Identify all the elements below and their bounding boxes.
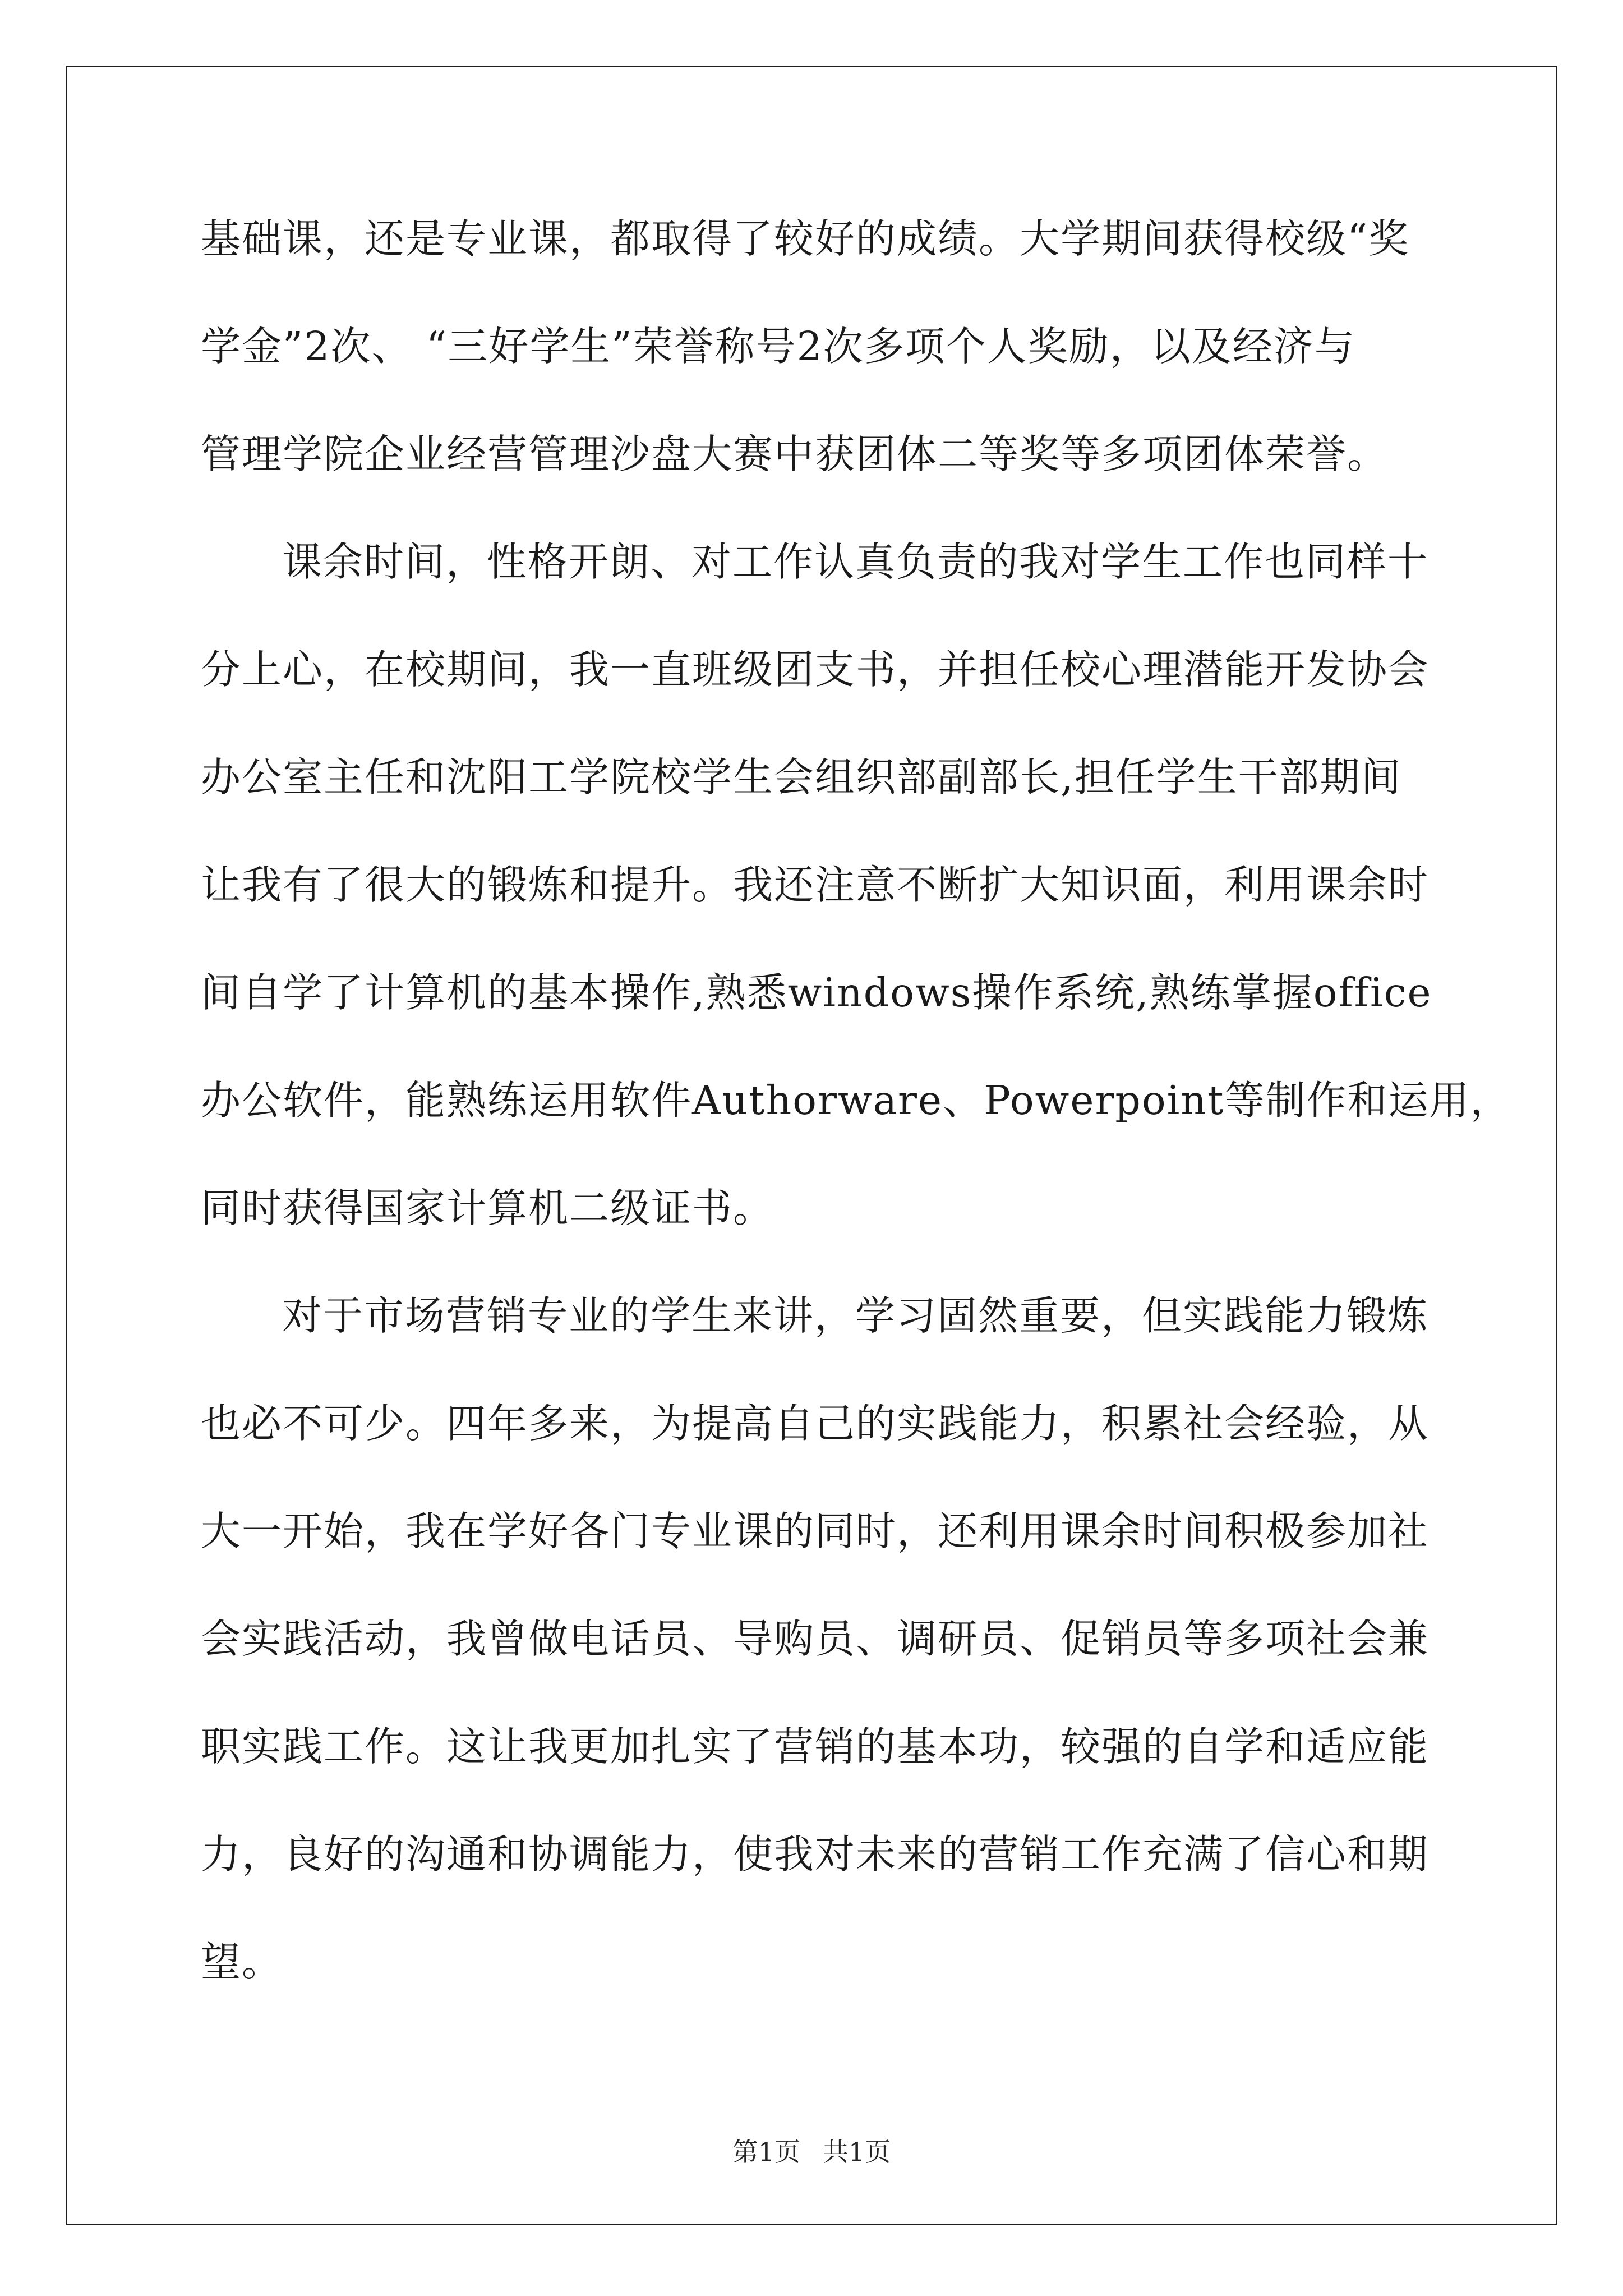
text-line-3: 管理学院企业经营管理沙盘大赛中获团体二等奖等多项团体荣誉。 bbox=[201, 431, 1389, 477]
text-line-6: 办公室主任和沈阳工学院校学生会组织部副部长,担任学生干部期间 bbox=[201, 754, 1402, 800]
text-line-2: 学金”2次、 “三好学生”荣誉称号2次多项个人奖励，以及经济与 bbox=[201, 323, 1355, 370]
text-line-8: 间自学了计算机的基本操作,熟悉windows操作系统,熟练掌握office bbox=[201, 969, 1432, 1016]
text-line-14: 会实践活动，我曾做电话员、导购员、调研员、促销员等多项社会兼 bbox=[201, 1616, 1430, 1662]
text-line-12: 也必不可少。四年多来，为提高自己的实践能力，积累社会经验，从 bbox=[201, 1400, 1430, 1447]
text-line-7: 让我有了很大的锻炼和提升。我还注意不断扩大知识面，利用课余时 bbox=[201, 862, 1430, 908]
text-line-9: 办公软件，能熟练运用软件Authorware、Powerpoint等制作和运用， bbox=[201, 1077, 1511, 1124]
text-line-11: 对于市场营销专业的学生来讲，学习固然重要，但实践能力锻炼 bbox=[282, 1292, 1429, 1339]
page-number: 第1页 bbox=[732, 2137, 800, 2167]
page-footer bbox=[0, 2132, 1623, 2169]
text-line-16: 力，良好的沟通和协调能力，使我对未来的营销工作充满了信心和期 bbox=[201, 1831, 1430, 1878]
text-line-5: 分上心，在校期间，我一直班级团支书，并担任校心理潜能开发协会 bbox=[201, 646, 1430, 693]
text-line-1: 基础课，还是专业课，都取得了较好的成绩。大学期间获得校级“奖 bbox=[201, 215, 1410, 262]
text-line-10: 同时获得国家计算机二级证书。 bbox=[201, 1185, 774, 1231]
document-body bbox=[201, 185, 1511, 2016]
text-line-4: 课余时间，性格开朗、对工作认真负责的我对学生工作也同样十 bbox=[282, 539, 1429, 585]
text-line-17: 望。 bbox=[201, 1939, 283, 1985]
page-total: 共1页 bbox=[823, 2137, 891, 2167]
text-line-13: 大一开始，我在学好各门专业课的同时，还利用课余时间积极参加社 bbox=[201, 1508, 1430, 1554]
text-line-15: 职实践工作。这让我更加扎实了营销的基本功，较强的自学和适应能 bbox=[201, 1723, 1430, 1770]
